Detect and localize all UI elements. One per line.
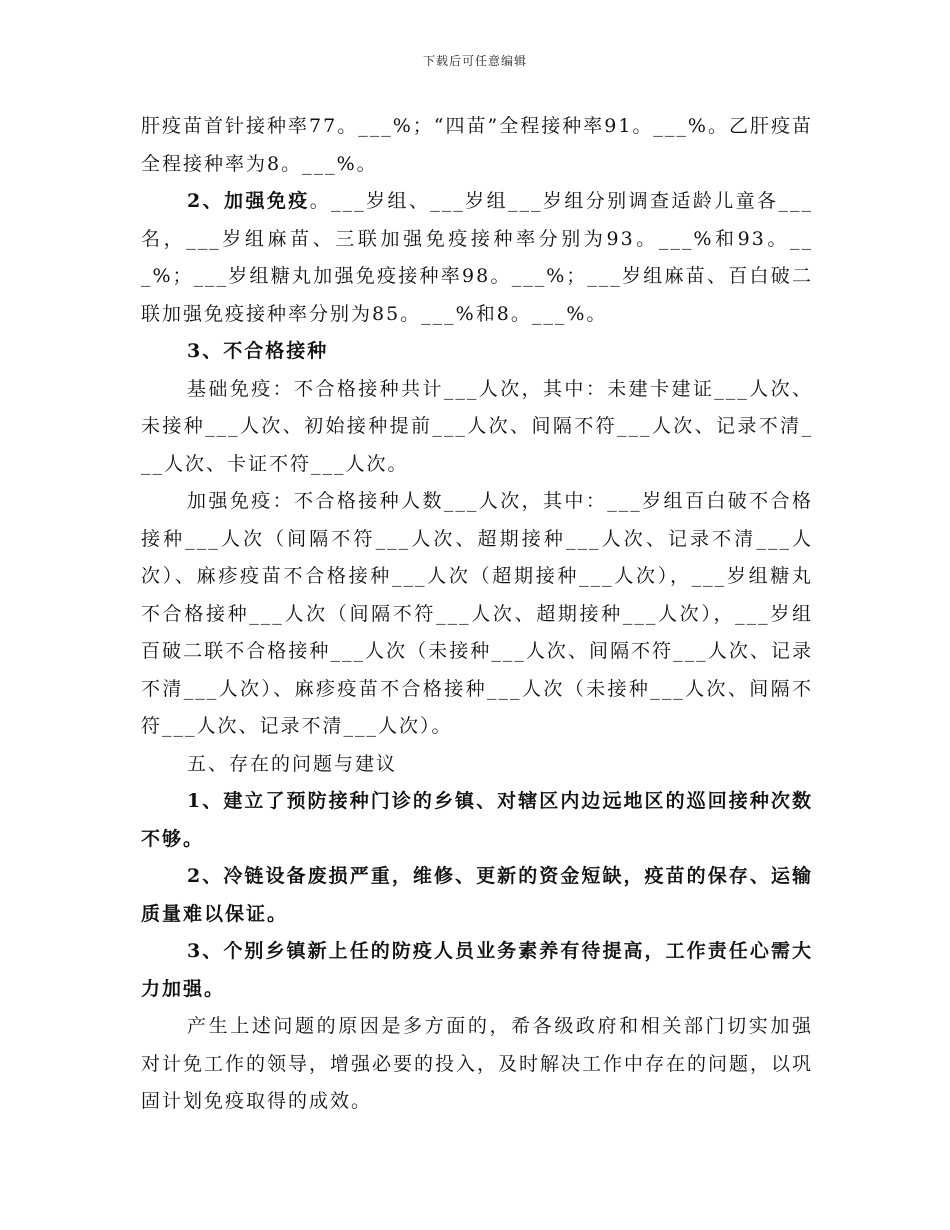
section-heading-booster: 2、加强免疫 [187,190,310,212]
paragraph-booster-immunization [141,183,813,333]
paragraph-hepb-rates: 肝疫苗首针接种率77。___%；“四苗”全程接种率91。___%。乙肝疫苗全程接种率为8。___%。 [141,115,813,175]
paragraph-conclusion: 产生上述问题的原因是多方面的，希各级政府和相关部门切实加强对计免工作的领导，增强必要的投入，及时解决工作中存在的问题，以巩固计划免疫取得的成效。 [141,1015,814,1112]
paragraph-basic-immunization: 基础免疫：不合格接种共计___人次，其中：未建卡建证___人次、未接种___人次、初始接种提前___人次、间隔不符___人次、记录不清___人次、卡证不符___人次。 [141,377,813,475]
problem-item-1: 1、建立了预防接种门诊的乡镇、对辖区内边远地区的巡回接种次数不够。 [141,790,813,850]
paragraph-booster-text: 。___岁组、___岁组___岁组分别调查适龄儿童各___名，___岁组麻苗、三联加强免疫接种率分别为93。___%和93。___%；___岁组糖丸加强免疫接种率98。___%；___岁组麻苗、百白破二联加强免疫接种率分别为85。___%和8。___%。 [141,190,813,325]
problem-item-3: 3、个别乡镇新上任的防疫人员业务素养有待提高，工作责任心需大力加强。 [141,940,813,1000]
paragraph-booster-unqualified: 加强免疫：不合格接种人数___人次，其中：___岁组百白破不合格接种___人次（间隔不符___人次、超期接种___人次、记录不清___人次）、麻疹疫苗不合格接种___人次（超期接种___人次），___岁组糖丸不合格接种___人次（间隔不符___人次、超期接种___人次），___岁组百破二联不合格接种___人次（未接种___人次、间隔不符___人次、记录不清___人次）、麻疹疫苗不合格接种___人次（未接种___人次、间隔不符___人次、记录不清___人次）。 [141,490,813,737]
page-header: 下载后可任意编辑 [422,54,527,68]
section-heading-unqualified: 3、不合格接种 [187,340,329,362]
problem-item-2: 2、冷链设备废损严重，维修、更新的资金短缺，疫苗的保存、运输质量难以保证。 [141,865,813,925]
section-heading-problems: 五、存在的问题与建议 [187,752,398,775]
document-body [141,108,813,1121]
